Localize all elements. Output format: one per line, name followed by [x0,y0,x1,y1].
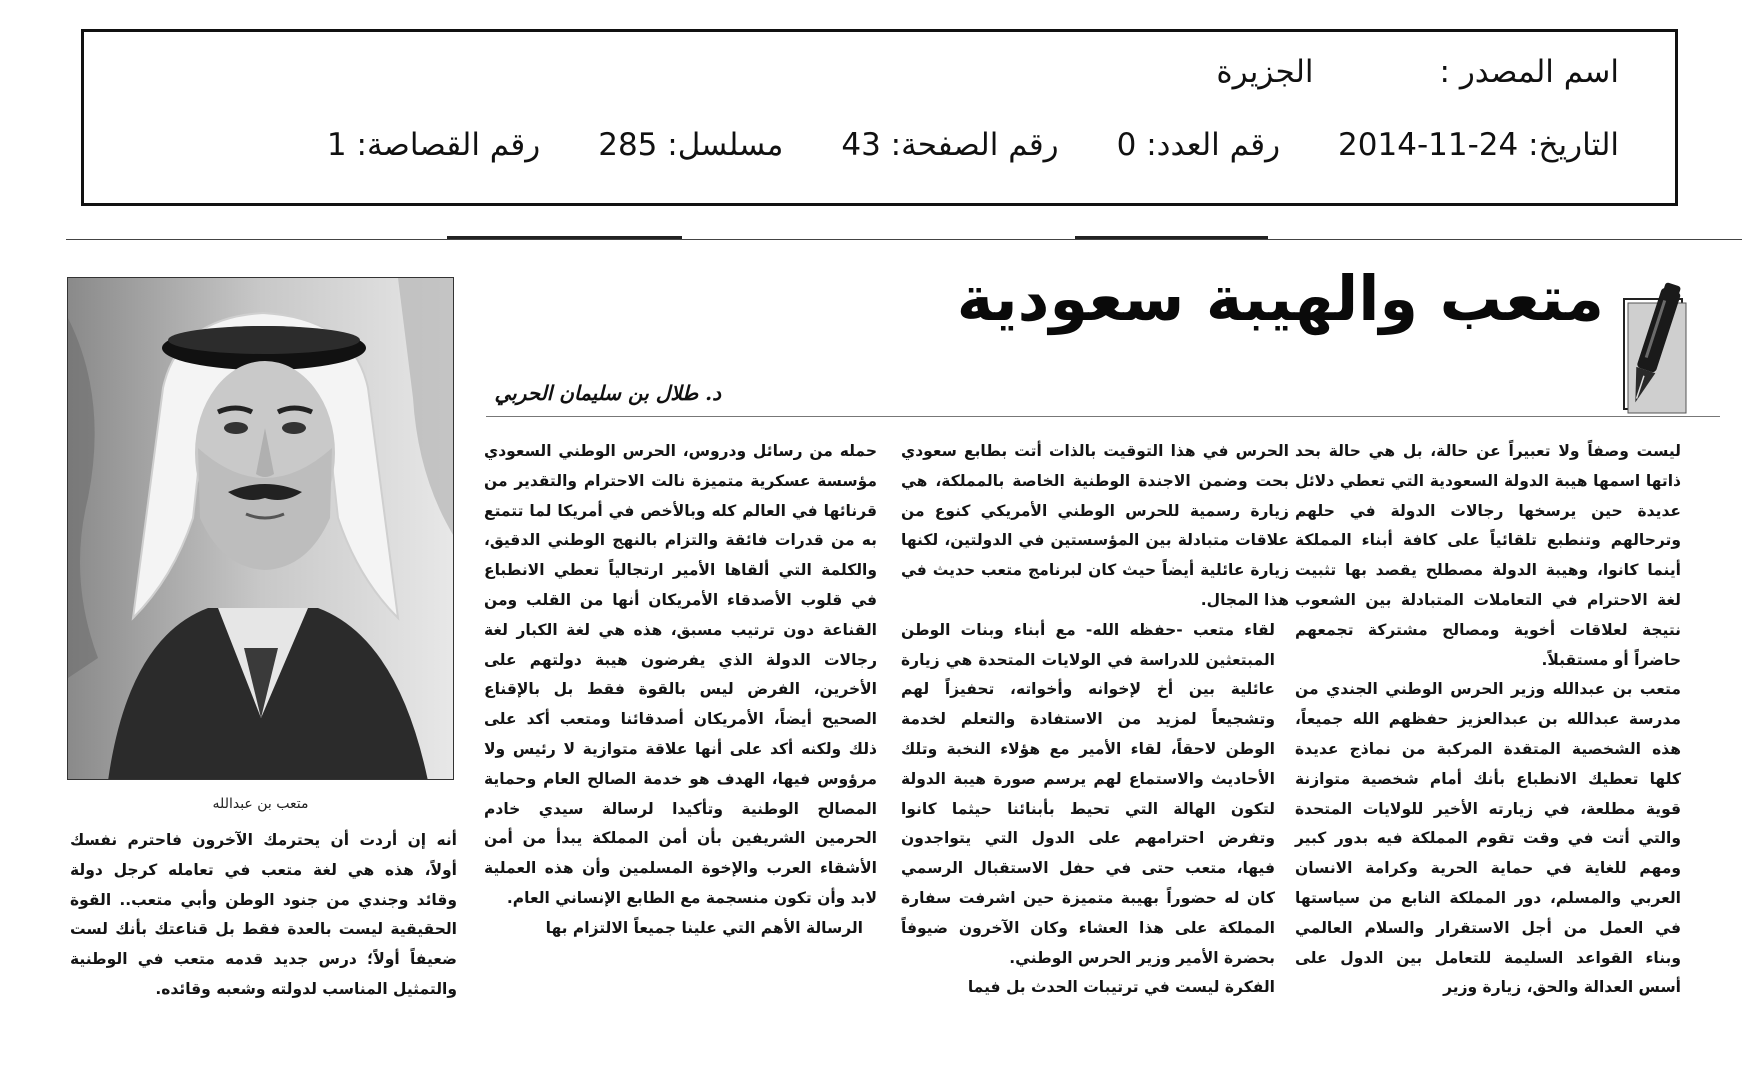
divider-accent-right [1075,236,1268,239]
pen-column-icon [1604,281,1700,419]
byline-divider [486,416,1720,417]
article-column-4 [70,826,457,1005]
photo-caption: متعب بن عبدالله [212,796,309,812]
serial-number-field: مسلسل: 285 [598,127,784,163]
paragraph: الفكرة ليست في ترتيبات الحدث بل فيما [967,978,1275,997]
page-number-field: رقم الصفحة: 43 [841,127,1059,163]
source-row [1216,54,1619,90]
author-byline: د. طلال بن سليمان الحربي [494,381,721,405]
paragraph: ليست وصفاً ولا تعبيراً عن حالة، بل هي حالة بحد ذاتها اسمها هيبة الدولة السعودية التي تعطي دلائل عديدة حين يرسخها رجالات الدولة في حلهم وترحالهم وتنطبع تلقائياً على كافة أبناء المملكة أينما كانوا، وهيبة الدولة مصطلح يقصد بها تثبيت لغة الاحترام في التعاملات المتبادلة بين الشعوب نتيجة لعلاقات أخوية ومصالح مشتركة تجمعهم حاضراً أو مستقبلاً. [1295,442,1681,669]
paragraph: أنه إن أردت أن يحترمك الآخرون فاحترم نفسك أولاً، هذه هي لغة متعب في تعامله كرجل دولة وقائد وجندي من جنود الوطن وأبي متعب.. القوة الحقيقية ليست بالعدة فقط بل قناعتك بأنك لست ضعيفاً أولاً؛ درس جديد قدمه متعب في الوطنية والتمثيل المناسب لدولته وشعبه وقائده. [70,831,457,998]
issue-number-field: رقم العدد: 0 [1116,127,1281,163]
portrait-photo [67,277,454,780]
source-value: الجزيرة [1216,54,1314,90]
paragraph: حمله من رسائل ودروس، الحرس الوطني السعودي مؤسسة عسكرية متميزة نالت الاحترام والتقدير من قرنائها في العالم كله وبالأخص في أمريكا لما تتمتع به من قدرات فائقة والتزام بالنهج الوطني الدقيق، والكلمة التي ألقاها الأمير ارتجالياً تعطي الانطباع في قلوب الأصدقاء الأمريكان أنها من القلب ومن القناعة دون ترتيب مسبق، هذه هي لغة الكبار لغة رجالات الدولة الذي يفرضون هيبة دولتهم على الأخرين، الفرض ليس بالقوة فقط بل بالإقناع الصحيح أيضاً، الأمريكان أصدقائنا ومتعب أكد على ذلك ولكنه أكد على أنها علاقة متوازية لا رئيس ولا مرؤوس فيها، الهدف هو خدمة الصالح العام وحماية المصالح الوطنية وتأكيدا لرسالة سيدي خادم الحرمين الشريفين بأن أمن المملكة يبدأ من أمن الأشقاء العرب والإخوة المسلمين وأن هذه العملية لابد وأن تكون منسجمة مع الطابع الإنساني العام. [484,442,877,907]
clip-number-field: رقم القصاصة: 1 [326,127,541,163]
paragraph: الرسالة الأهم التي علينا جميعاً الالتزام بها [545,918,863,937]
top-divider [66,239,1742,240]
article-column-2 [901,437,1289,1003]
divider-accent-left [447,236,682,239]
paragraph: الحرس في هذا التوقيت بالذات أتت بطابع سعودي بحت وضمن الاجندة الوطنية الخاصة بالمملكة، هي زيارة رسمية للحرس الوطني الأمريكي كنوع من علاقات متبادلة بين المؤسستين في الدولتين، لكنها زيارة عائلية أيضاً حيث كان لبرنامج متعب حديث في هذا المجال. [901,442,1289,609]
clipping-metadata-box [81,29,1678,206]
source-label: اسم المصدر : [1439,54,1619,90]
clip-details-row [269,127,1619,163]
date-field: التاريخ: 24-11-2014 [1338,127,1619,163]
article-column-3 [484,437,877,944]
paragraph: متعب بن عبدالله وزير الحرس الوطني الجندي من مدرسة عبدالله بن عبدالعزيز حفظهم الله جميعاً، هذه الشخصية المتقدة المركبة من نماذج عديدة كلها تعطيك الانطباع بأنك أمام شخصية متوازنة قوية مطلعة، في زيارته الأخير للولايات المتحدة والتي أتت في وقت تقوم المملكة فيه بدور كبير ومهم للغاية في حماية الحرية وكرامة الانسان العربي والمسلم، دور المملكة النابع من سياستها في العمل من أجل الاستقرار والسلام العالمي وبناء القواعد السليمة للتعامل بين الدول على أسس العدالة والحق، زيارة وزير [1295,680,1681,997]
article-headline: متعب والهيبة سعودية [956,262,1604,335]
paragraph: لقاء متعب -حفظه الله- مع أبناء وبنات الوطن المبتعثين للدراسة في الولايات المتحدة هي زيارة عائلية بين أخ لإخوانه وأخواته، تحفيزاً لهم وتشجيعاً لمزيد من الاستفادة والتعلم لخدمة الوطن لاحقاً، لقاء الأمير مع هؤلاء النخبة وتلك الأحاديث والاستماع لهم يرسم صورة هيبة الدولة لتكون الهالة التي تحيط بأبنائنا حيثما كانوا وتفرض احترامهم على الدول التي يتواجدون فيها، متعب حتى في حفل الاستقبال الرسمي كان له حضوراً بهيبة متميزة حين اشرفت سفارة المملكة على هذا العشاء وكان الآخرون ضيوفاً بحضرة الأمير وزير الحرس الوطني. [901,620,1275,967]
article-column-1 [1295,437,1695,1003]
